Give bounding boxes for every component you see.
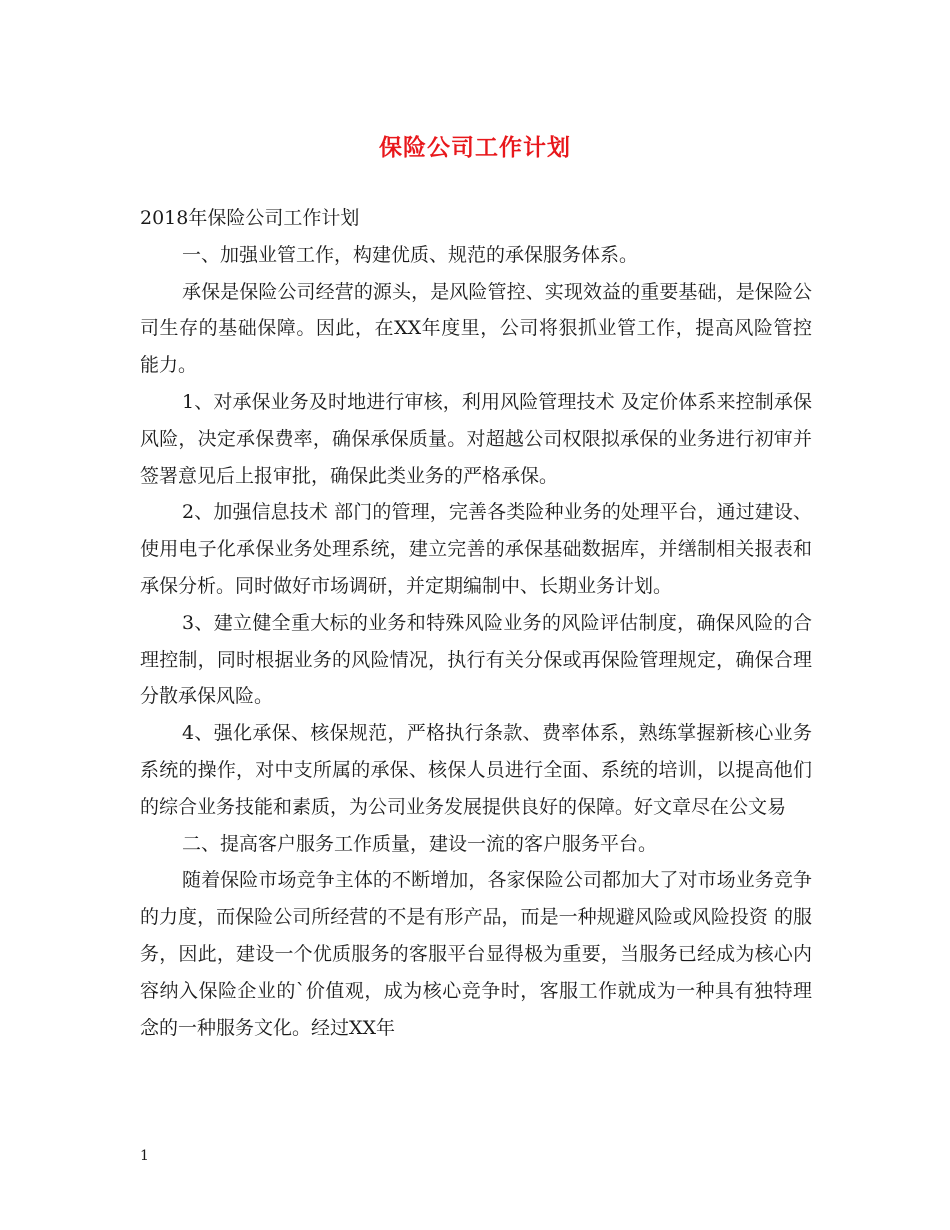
section-heading-2: 二、提高客户服务工作质量，建设一流的客户服务平台。 (182, 832, 658, 855)
page-number: 1 (140, 1148, 149, 1164)
list-item-4: 4、强化承保、核保规范，严格执行条款、费率体系，熟练掌握新核心业务系统的操作，对中支所属的承保、核保人员进行全面、系统的培训，以提高他们的综合业务技能和素质，为公司业务发展提供良好的保障。好文章尽在公文易 (140, 722, 812, 818)
subtitle-paragraph: 2018年保险公司工作计划 (140, 207, 360, 229)
list-item-1: 1、对承保业务及时地进行审核，利用风险管理技术 及定价体系来控制承保风险，决定承保费率，确保承保质量。对超越公司权限拟承保的业务进行初审并签署意见后上报审批，确保此类业务的严格承保。 (140, 390, 812, 487)
body-paragraph: 随着保险市场竞争主体的不断增加，各家保险公司都加大了对市场业务竞争的力度，而保险公司所经营的不是有形产品，而是一种规避风险或风险投资 的服务，因此，建设一个优质服务的客服平台显得极为重要，当服务已经成为核心内容纳入保险企业的`价值观，成为核心竞争时，客服工作就成为一种具有独特理念的一种服务文化。经过XX年 (140, 869, 812, 1039)
document-body (140, 200, 812, 1046)
list-item-2: 2、加强信息技术 部门的管理，完善各类险种业务的处理平台，通过建设、使用电子化承保业务处理系统，建立完善的承保基础数据库，并缮制相关报表和承保分析。同时做好市场调研，并定期编制中、长期业务计划。 (140, 501, 812, 597)
body-paragraph: 承保是保险公司经营的源头，是风险管控、实现效益的重要基础，是保险公司生存的基础保障。因此，在XX年度里，公司将狠抓业管工作，提高风险管控能力。 (140, 280, 812, 377)
section-heading-1: 一、加强业管工作，构建优质、规范的承保服务体系。 (182, 243, 639, 266)
list-item-3: 3、建立健全重大标的业务和特殊风险业务的风险评估制度，确保风险的合理控制，同时根据业务的风险情况，执行有关分保或再保险管理规定，确保合理分散承保风险。 (140, 611, 812, 708)
document-title: 保险公司工作计划 (379, 134, 571, 161)
